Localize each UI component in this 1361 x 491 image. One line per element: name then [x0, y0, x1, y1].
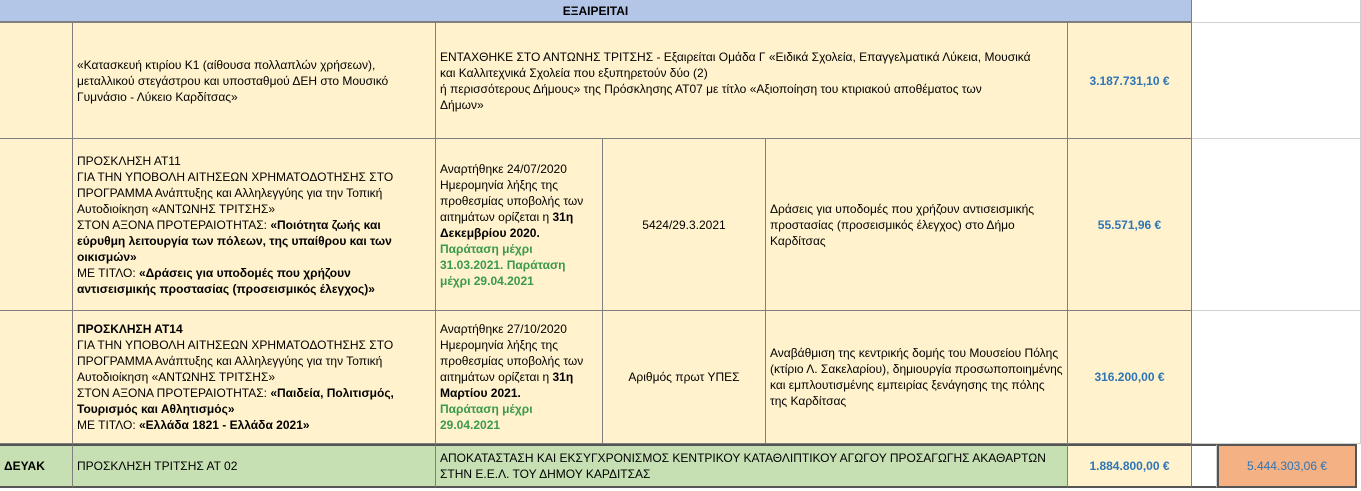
row2-call-line: ΠΡΟΣΚΛΗΣΗ ΑΤ11	[77, 153, 181, 168]
row2-description-text: Δράσεις για υποδομές που χρήζουν αντισεισμικής προστασίας (προσεισμικός έλεγχος) στο Δήμο Καρδίτσας	[770, 201, 1035, 248]
row2-empty	[0, 139, 73, 311]
row1-project-text: «Κατασκευή κτιρίου Κ1 (αίθουσα πολλαπλών χρήσεων), μεταλλικού στεγάστρου και υποσταθμού ΔΕΗ στο Μουσικό Γυμνάσιο - Λύκειο Καρδίτσας»	[77, 57, 389, 104]
row3-description	[766, 311, 1068, 444]
row3-empty	[0, 311, 73, 444]
row3-axis-title: «Παιδεία, Πολιτισμός,	[270, 386, 394, 400]
row2-call-line	[77, 217, 393, 233]
row3-call-line: Τουρισμός και Αθλητισμός»	[77, 402, 235, 416]
row2-date-line: Δεκεμβρίου 2020.	[440, 225, 540, 240]
row2-date-line: αιτημάτων ορίζεται η 31η	[440, 209, 574, 224]
row3-date-line: Ημερομηνία λήξης της	[440, 338, 558, 352]
blank-cell	[1192, 23, 1361, 139]
row2-call-line: αντισεισμικής προστασίας (προσεισμικός έλεγχος)»	[77, 281, 375, 296]
row2-call-line: Αυτοδιοίκηση «ΑΝΤΩΝΗΣ ΤΡΙΤΣΗΣ»	[77, 201, 276, 216]
section-header-title: ΕΞΑΙΡΕΙΤΑΙ	[562, 3, 629, 18]
row2-call-line: οικισμών»	[77, 249, 137, 264]
row4-organization-name: ΔΕΥΑΚ	[4, 459, 45, 473]
row2-amount-value: 55.571,96 €	[1097, 217, 1162, 232]
row2-extension-line: Παράταση μέχρι	[440, 241, 533, 256]
row2-date-line: Ημερομηνία λήξης της	[440, 177, 558, 192]
row3-call	[73, 311, 436, 444]
row2-call	[73, 139, 436, 311]
row1-empty	[0, 23, 73, 139]
row2-title-label: ΜΕ ΤΙΤΛΟ:	[77, 265, 139, 280]
section-header	[0, 0, 1192, 23]
row4-description	[436, 444, 1068, 488]
row4-call-text: ΠΡΟΣΚΛΗΣΗ ΤΡΙΤΣΗΣ ΑΤ 02	[77, 459, 238, 473]
row4-amount-value: 1.884.800,00 €	[1089, 459, 1170, 473]
row2-protocol-value: 5424/29.3.2021	[642, 217, 726, 232]
row2-description	[766, 139, 1068, 311]
row3-extension-line: 29.04.2021	[440, 418, 501, 432]
row3-axis-label: ΣΤΟΝ ΑΞΟΝΑ ΠΡΟΤΕΡΑΙΟΤΗΤΑΣ:	[77, 386, 271, 400]
row2-axis-title: «Ποιότητα ζωής και	[270, 217, 381, 232]
row3-amount	[1068, 311, 1192, 444]
row1-note-line: και Καλλιτεχνικά Σχολεία που εξυπηρετούν δύο (2)	[440, 65, 708, 80]
row3-date-line: Μαρτίου 2021.	[440, 386, 521, 400]
row3-description-text: Αναβάθμιση της κεντρικής δομής του Μουσείου Πόλης (κτίριο Λ. Σακελαρίου), δημιουργία προσωποποιημένης και εμπλουτισμένης εμπειρίας ξενάγησης της πόλης της Καρδίτσας	[770, 346, 1063, 408]
blank-cell	[1192, 0, 1361, 23]
row3-call-line: Αυτοδιοίκηση «ΑΝΤΩΝΗΣ ΤΡΙΤΣΗΣ»	[77, 370, 276, 384]
row3-title-label: ΜΕ ΤΙΤΛΟ:	[77, 418, 139, 432]
row2-call-line	[77, 265, 393, 281]
row3-call-line	[77, 417, 394, 433]
row2-call-line: εύρυθμη λειτουργία των πόλεων, της υπαίθρου και των	[77, 233, 392, 248]
row2-protocol	[603, 139, 766, 311]
row3-date-line: Αναρτήθηκε 27/10/2020	[440, 322, 567, 336]
row2-title-value: «Δράσεις για υποδομές που χρήζουν	[139, 265, 351, 280]
row1-note	[436, 23, 1068, 139]
blank-cell	[1192, 444, 1217, 488]
grand-total-value: 5.444.303,06 €	[1246, 459, 1328, 473]
row1-note-line: ή περισσότερους Δήμους» της Πρόσκλησης ΑΤ07 με τίτλο «Αξιοποίηση του κτιριακού αποθέματος των	[440, 81, 982, 96]
row1-amount-value: 3.187.731,10 €	[1089, 73, 1170, 88]
row3-date-line: προθεσμίας υποβολής των	[440, 354, 584, 368]
row2-date-line: Αναρτήθηκε 24/07/2020	[440, 161, 567, 176]
row3-dates	[436, 311, 603, 444]
row3-protocol-value: Αριθμός πρωτ ΥΠΕΣ	[628, 370, 740, 384]
row2-call-line: ΠΡΟΓΡΑΜΜΑ Ανάπτυξης και Αλληλεγγύης για την Τοπική	[77, 185, 383, 200]
row3-extension-line: Παράταση μέχρι	[440, 402, 533, 416]
row1-amount	[1068, 23, 1192, 139]
row4-amount	[1068, 444, 1192, 488]
row2-amount	[1068, 139, 1192, 311]
row1-note-line: ΕΝΤΑΧΘΗΚΕ ΣΤΟ ΑΝΤΩΝΗΣ ΤΡΙΤΣΗΣ - Εξαιρείται Ομάδα Γ «Ειδικά Σχολεία, Επαγγελματικά Λύκεια, Μουσικά	[440, 49, 1031, 64]
row3-call-line: ΓΙΑ ΤΗΝ ΥΠΟΒΟΛΗ ΑΙΤΗΣΕΩΝ ΧΡΗΜΑΤΟΔΟΤΗΣΗΣ ΣΤΟ	[77, 338, 394, 352]
blank-cell	[1192, 311, 1361, 444]
grand-total	[1217, 444, 1357, 488]
row1-project	[73, 23, 436, 139]
row2-extension-line: μέχρι 29.04.2021	[440, 273, 534, 288]
row2-date-line: προθεσμίας υποβολής των	[440, 193, 584, 208]
row4-description-text: ΑΠΟΚΑΤΑΣΤΑΣΗ ΚΑΙ ΕΚΣΥΓΧΡΟΝΙΣΜΟΣ ΚΕΝΤΡΙΚΟΥ ΚΑΤΑΘΛΙΠΤΙΚΟΥ ΑΓΩΓΟΥ ΠΡΟΣΑΓΩΓΗΣ ΑΚΑΘΑΡΤΩΝ ΣΤΗΝ Ε.Ε.Λ. ΤΟΥ ΔΗΜΟΥ ΚΑΡΔΙΤΣΑΣ	[440, 451, 1046, 481]
row3-call-line: ΠΡΟΓΡΑΜΜΑ Ανάπτυξης και Αλληλεγγύης για την Τοπική	[77, 354, 383, 368]
row3-call-line: ΠΡΟΣΚΛΗΣΗ ΑΤ14	[77, 322, 183, 336]
row3-call-line	[77, 385, 394, 401]
blank-cell	[1192, 139, 1361, 311]
row2-dates	[436, 139, 603, 311]
row1-note-line: Δήμων»	[440, 97, 484, 112]
row4-organization	[0, 444, 73, 488]
row2-axis-label: ΣΤΟΝ ΑΞΟΝΑ ΠΡΟΤΕΡΑΙΟΤΗΤΑΣ:	[77, 217, 271, 232]
row3-date-line: αιτημάτων ορίζεται η 31η	[440, 370, 574, 384]
row3-amount-value: 316.200,00 €	[1094, 370, 1165, 384]
row4-call	[73, 444, 436, 488]
row2-call-line: ΓΙΑ ΤΗΝ ΥΠΟΒΟΛΗ ΑΙΤΗΣΕΩΝ ΧΡΗΜΑΤΟΔΟΤΗΣΗΣ ΣΤΟ	[77, 169, 394, 184]
row3-title-value: «Ελλάδα 1821 - Ελλάδα 2021»	[139, 418, 310, 432]
row3-protocol	[603, 311, 766, 444]
row2-extension-line: 31.03.2021. Παράταση	[440, 257, 566, 272]
